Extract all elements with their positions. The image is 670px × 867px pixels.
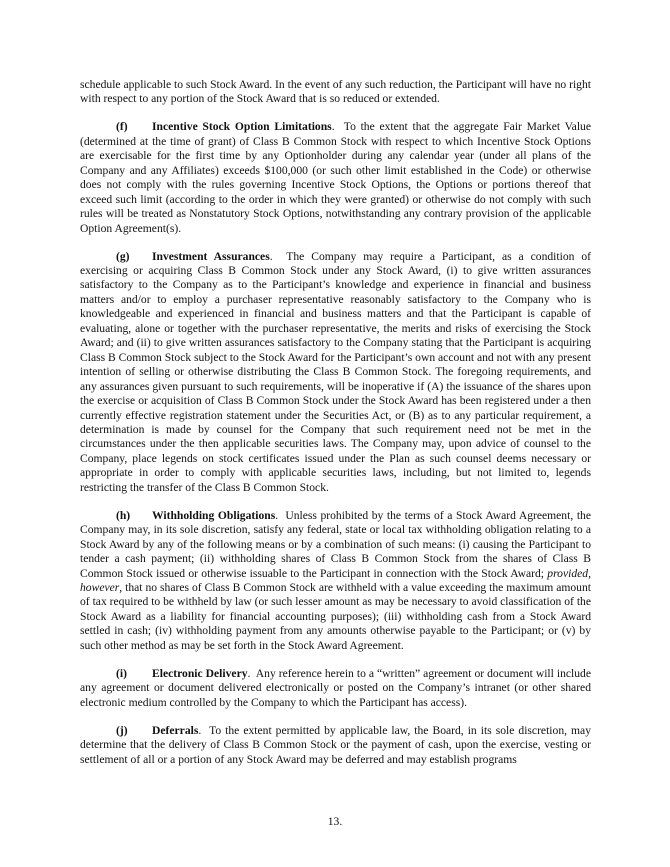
- section-g: (g) Investment Assurances. The Company may require a Participant, as a condition of exercising or acquiring Class B Common Stock under any Stock Award, (i) to give written assurances satisfactory to the Company as to the Participant’s knowledge and experience in financial and business matters and/or to employ a purchaser representative reasonably satisfactory to the Company who is knowledgeable and experienced in financial and business matters and that the Participant is capable of evaluating, alone or together with the purchaser representative, the merits and risks of exercising the Stock Award; and (ii) to give written assurances satisfactory to the Company stating that the Participant is acquiring Class B Common Stock subject to the Stock Award for the Participant’s own account and not with any present intention of selling or otherwise distributing the Class B Common Stock. The foregoing requirements, and any assurances given pursuant to such requirements, will be inoperative if (A) the issuance of the shares upon the exercise or acquisition of Class B Common Stock under the Stock Award has been registered under a then currently effective registration statement under the Securities Act, or (B) as to any particular requirement, a determination is made by counsel for the Company that such requirement need not be met in the circumstances under the then applicable securities laws. The Company may, upon advice of counsel to the Company, place legends on stock certificates issued under the Plan as such counsel deems necessary or appropriate in order to comply with applicable securities laws, including, but not limited to, legends restricting the transfer of the Class B Common Stock.: [80, 249, 591, 494]
- section-heading: Investment Assurances: [152, 249, 270, 263]
- page-number: 13.: [327, 815, 343, 828]
- section-heading: Withholding Obligations: [152, 508, 276, 522]
- section-heading: Deferrals: [152, 723, 199, 737]
- section-body: To the extent that the aggregate Fair Market Value (determined at the time of grant) of Class B Common Stock with respect to which Incentive Stock Options are exercisable for the first time by any Optionholder during any calendar year (under all plans of the Company and any Affiliates) exceeds $100,000 (or such other limit established in the Code) or otherwise does not comply with the rules governing Incentive Stock Options, the Options or portions thereof that exceed such limit (according to the order in which they were granted) or otherwise do not comply with such rules will be treated as Nonstatutory Stock Options, notwithstanding any contrary provision of the applicable Option Agreement(s).: [80, 120, 591, 235]
- document-page: [80, 78, 591, 780]
- section-j: (j) Deferrals. To the extent permitted by applicable law, the Board, in its sole discretion, may determine that the delivery of Class B Common Stock or the payment of cash, upon the exercise, vesting or settlement of all or a portion of any Stock Award may be deferred and may establish programs: [80, 723, 591, 766]
- section-heading: Incentive Stock Option Limitations: [152, 120, 332, 134]
- section-body-part1: Unless prohibited by the terms of a Stock Award Agreement, the Company may, in its sole discretion, satisfy any federal, state or local tax withholding obligation relating to a Stock Award by any of the following means or by a combination of such means: (i) causing the Participant to tender a cash payment; (ii) withholding shares of Class B Common Stock from the shares of Class B Common Stock issued or otherwise issuable to the Participant in connection with the Stock Award;: [80, 508, 591, 580]
- continuation-paragraph: schedule applicable to such Stock Award. In the event of any such reduction, the Participant will have no right with respect to any portion of the Stock Award that is so reduced or extended.: [80, 78, 591, 106]
- section-f: (f) Incentive Stock Option Limitations. To the extent that the aggregate Fair Market Value (determined at the time of grant) of Class B Common Stock with respect to which Incentive Stock Options are exercisable for the first time by any Optionholder during any calendar year (under all plans of the Company and any Affiliates) exceeds $100,000 (or such other limit established in the Code) or otherwise does not comply with the rules governing Incentive Stock Options, the Options or portions thereof that exceed such limit (according to the order in which they were granted) or otherwise do not comply with such rules will be treated as Nonstatutory Stock Options, notwithstanding any contrary provision of the applicable Option Agreement(s).: [80, 120, 591, 235]
- section-body: Any reference herein to a “written” agreement or document will include any agreement or document delivered electronically or posted on the Company’s intranet (or other shared electronic medium controlled by the Company to which the Participant has access).: [80, 666, 592, 709]
- section-body-italic: provided, however: [80, 566, 591, 594]
- section-label: (j): [116, 723, 128, 737]
- section-label: (f): [116, 120, 128, 134]
- section-body: The Company may require a Participant, as a condition of exercising or acquiring Class B Common Stock under any Stock Award, (i) to give written assurances satisfactory to the Company as to the Participant’s knowledge and experience in financial and business matters and/or to employ a purchaser representative reasonably satisfactory to the Company who is knowledgeable and experienced in financial and business matters and that the Participant is capable of evaluating, alone or together with the purchaser representative, the merits and risks of exercising the Stock Award; and (ii) to give written assurances satisfactory to the Company stating that the Participant is acquiring Class B Common Stock subject to the Stock Award for the Participant’s own account and not with any present intention of selling or otherwise distributing the Class B Common Stock. The foregoing requirements, and any assurances given pursuant to such requirements, will be inoperative if (A) the issuance of the shares upon the exercise or acquisition of Class B Common Stock under the Stock Award has been registered under a then currently effective registration statement under the Securities Act, or (B) as to any particular requirement, a determination is made by counsel for the Company that such requirement need not be met in the circumstances under the then applicable securities laws. The Company may, upon advice of counsel to the Company, place legends on stock certificates issued under the Plan as such counsel deems necessary or appropriate in order to comply with applicable securities laws, including, but not limited to, legends restricting the transfer of the Class B Common Stock.: [80, 249, 591, 494]
- section-label: (h): [116, 508, 131, 522]
- section-label: (g): [116, 249, 130, 263]
- section-body: To the extent permitted by applicable law, the Board, in its sole discretion, may determine that the delivery of Class B Common Stock or the payment of cash, upon the exercise, vesting or settlement of all or a portion of any Stock Award may be deferred and may establish programs: [80, 723, 591, 766]
- section-heading: Electronic Delivery: [152, 666, 248, 680]
- section-h: (h) Withholding Obligations. Unless prohibited by the terms of a Stock Award Agreement, the Company may, in its sole discretion, satisfy any federal, state or local tax withholding obligation relating to a Stock Award by any of the following means or by a combination of such means: (i) causing the Participant to tender a cash payment; (ii) withholding shares of Class B Common Stock from the shares of Class B Common Stock issued or otherwise issuable to the Participant in connection with the Stock Award; provided, however, that no shares of Class B Common Stock are withheld with a value exceeding the maximum amount of tax required to be withheld by law (or such lesser amount as may be necessary to avoid classification of the Stock Award as a liability for financial accounting purposes); (iii) withholding cash from a Stock Award settled in cash; (iv) withholding payment from any amounts otherwise payable to the Participant; or (v) by such other method as may be set forth in the Stock Award Agreement.: [80, 508, 591, 652]
- section-label: (i): [116, 666, 127, 680]
- section-body-part2: , that no shares of Class B Common Stock are withheld with a value exceeding the maximum amount of tax required to be withheld by law (or such lesser amount as may be necessary to avoid classification of the Stock Award as a liability for financial accounting purposes); (iii) withholding cash from a Stock Award settled in cash; (iv) withholding payment from any amounts otherwise payable to the Participant; or (v) by such other method as may be set forth in the Stock Award Agreement.: [80, 581, 591, 652]
- section-i: (i) Electronic Delivery. Any reference herein to a “written” agreement or document will include any agreement or document delivered electronically or posted on the Company’s intranet (or other shared electronic medium controlled by the Company to which the Participant has access).: [80, 666, 592, 709]
